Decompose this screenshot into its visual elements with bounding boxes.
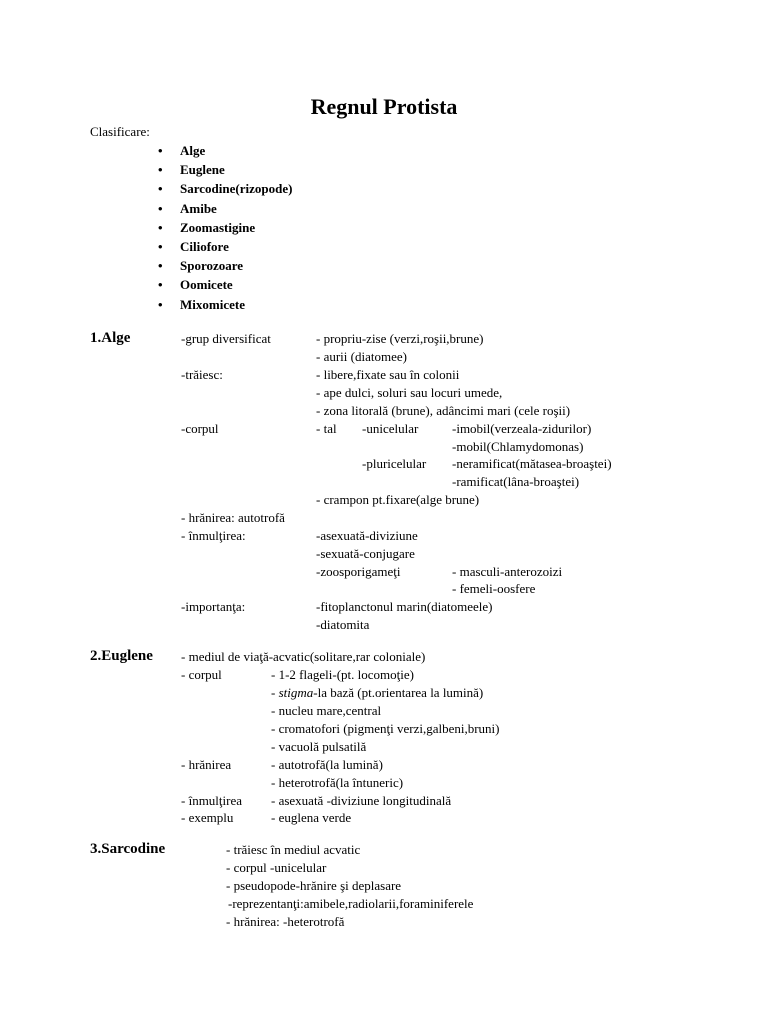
euglene-line: - înmulţirea (181, 793, 243, 808)
alge-line: -imobil(verzeala-zidurilor) (452, 421, 592, 436)
euglene-line: - stigma-la bază (pt.orientarea la lumină) (271, 685, 484, 700)
alge-line: -importanţa: (181, 599, 246, 614)
classification-list (158, 141, 292, 314)
euglene-line: - corpul (181, 667, 222, 682)
euglene-line: - asexuată -diviziune longitudinală (271, 793, 452, 808)
list-item-label: Euglene (180, 162, 225, 178)
alge-line: -sexuată-conjugare (316, 546, 415, 561)
list-item (158, 218, 292, 237)
alge-line: -corpul (181, 421, 219, 436)
alge-line: -neramificat(mătasea-broaştei) (452, 456, 612, 471)
alge-line: - propriu-zise (verzi,roşii,brune) (316, 331, 484, 346)
euglene-line: - nucleu mare,central (271, 703, 382, 718)
alge-line: -ramificat(lâna-broaştei) (452, 474, 580, 489)
euglene-line: - autotrofă(la lumină) (271, 757, 383, 772)
bullet-icon: • (158, 162, 163, 178)
bullet-icon: • (158, 200, 163, 216)
alge-line: - masculi-anterozoizi (452, 564, 563, 579)
list-item (158, 237, 292, 256)
list-item-label: Amibe (180, 200, 217, 216)
sarcodine-line: - hrănirea: -heterotrofă (226, 914, 345, 929)
list-item-label: Mixomicete (180, 296, 245, 312)
bullet-icon: • (158, 296, 163, 312)
list-item-label: Sarcodine(rizopode) (180, 181, 293, 197)
alge-line: -unicelular (362, 421, 419, 436)
list-item-label: Zoomastigine (180, 219, 256, 235)
list-item (158, 295, 292, 314)
sarcodine-line: - trăiesc în mediul acvatic (226, 842, 361, 857)
alge-line: -zoosporigameţi (316, 564, 401, 579)
list-item (158, 256, 292, 275)
euglene-line: - cromatofori (pigmenţi verzi,galbeni,bruni) (271, 721, 500, 736)
alge-line: - zona litorală (brune), adâncimi mari (cele roşii) (316, 403, 571, 418)
alge-line: -fitoplanctonul marin(diatomeele) (316, 599, 493, 614)
alge-line: -mobil(Chlamydomonas) (452, 439, 584, 454)
list-item (158, 179, 292, 198)
euglene-line: - euglena verde (271, 810, 352, 825)
alge-line: - femeli-oosfere (452, 581, 536, 596)
alge-line: -asexuată-diviziune (316, 528, 418, 543)
euglene-line: - 1-2 flageli-(pt. locomoţie) (271, 667, 414, 682)
section-heading-alge: 1.Alge (90, 330, 131, 346)
alge-line: -grup diversificat (181, 331, 271, 346)
page-title: Regnul Protista (310, 94, 458, 119)
sarcodine-line: -reprezentanţi:amibele,radiolarii,foraminiferele (228, 896, 474, 911)
bullet-icon: • (158, 143, 163, 158)
bullet-icon: • (158, 181, 163, 197)
classification-label: Clasificare: (90, 124, 150, 139)
list-item-label: Sporozoare (180, 258, 244, 274)
alge-line: - înmulţirea: (181, 528, 246, 543)
euglene-line: - vacuolă pulsatilă (271, 739, 367, 754)
list-item-label: Alge (180, 143, 206, 158)
alge-line: - ape dulci, soluri sau locuri umede, (316, 385, 503, 400)
alge-line: -pluricelular (362, 456, 427, 471)
sarcodine-line: - corpul -unicelular (226, 860, 327, 875)
euglene-line: - exemplu (181, 810, 234, 825)
alge-line: - hrănirea: autotrofă (181, 510, 285, 525)
alge-line: -diatomita (316, 617, 370, 632)
list-item-label: Oomicete (180, 277, 233, 293)
section-heading-euglene: 2.Euglene (90, 648, 153, 664)
bullet-icon: • (158, 258, 163, 274)
bullet-icon: • (158, 238, 163, 254)
euglene-line: - hrănirea (181, 757, 232, 772)
list-item (158, 141, 292, 160)
alge-line: - aurii (diatomee) (316, 349, 407, 364)
list-item (158, 275, 292, 294)
bullet-icon: • (158, 277, 163, 293)
sarcodine-line: - pseudopode-hrănire şi deplasare (226, 878, 402, 893)
list-item (158, 199, 292, 218)
alge-line: - libere,fixate sau în colonii (316, 367, 460, 382)
list-item-label: Ciliofore (180, 238, 229, 254)
bullet-icon: • (158, 219, 163, 235)
euglene-line: - mediul de viaţă-acvatic(solitare,rar coloniale) (181, 649, 426, 664)
alge-line: - crampon pt.fixare(alge brune) (316, 492, 480, 507)
section-heading-sarcodine: 3.Sarcodine (90, 841, 166, 857)
euglene-line: - heterotrofă(la întuneric) (271, 775, 404, 790)
alge-line: -trăiesc: (181, 367, 223, 382)
alge-line: - tal (316, 421, 337, 436)
list-item (158, 160, 292, 179)
